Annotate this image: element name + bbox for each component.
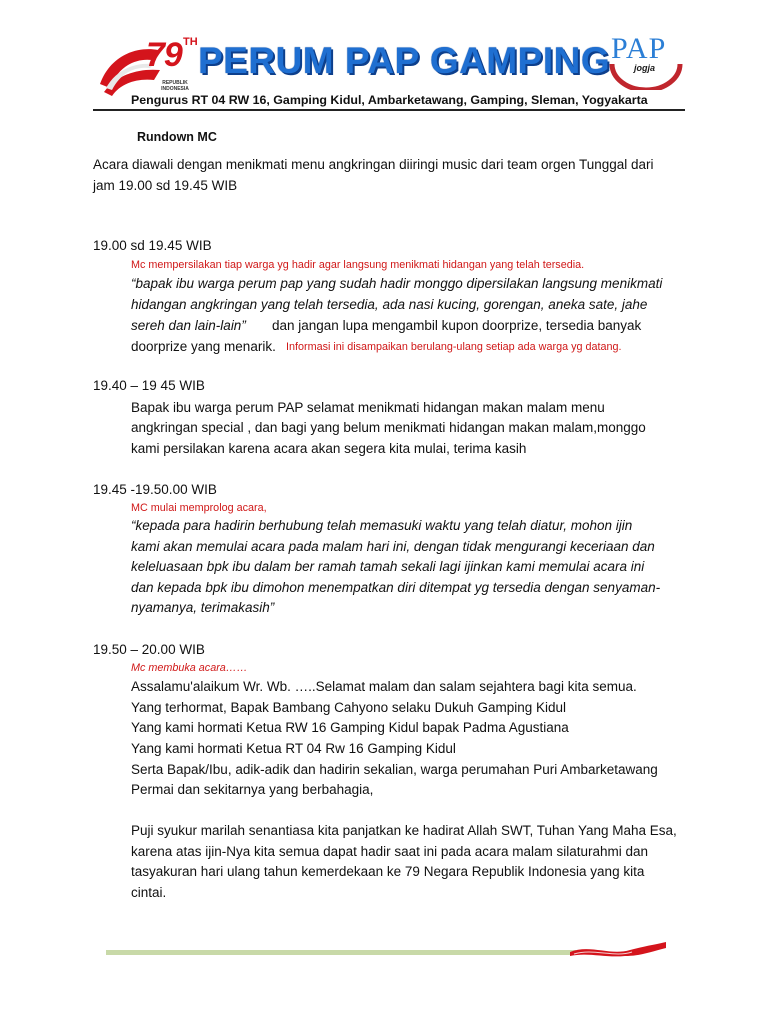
section-4-paragraph-line: tasyakuran hari ulang tahun kemerdekaan ke 79 Negara Republik Indonesia yang kita — [131, 864, 645, 879]
flag-wave-icon — [570, 942, 670, 958]
section-4-paragraph-line: cintai. — [131, 885, 167, 900]
section-2-line: kami persilakan karena acara akan segera kita mulai, terima kasih — [131, 441, 527, 456]
footer-bar — [106, 950, 576, 955]
section-1-quote-line: hidangan angkringan yang telah tersedia, ada nasi kucing, gorengan, aneka sate, jahe — [131, 297, 648, 312]
section-4-line: Yang terhormat, Bapak Bambang Cahyono selaku Dukuh Gamping Kidul — [131, 700, 567, 715]
section-3-line: “kepada para hadirin berhubung telah memasuki waktu yang telah diatur, mohon ijin — [131, 518, 633, 533]
section-4-time: 19.50 – 20.00 WIB — [93, 642, 205, 657]
section-4-paragraph-line: karena atas ijin-Nya kita semua dapat hadir saat ini pada acara malam silaturahmi dan — [131, 844, 649, 859]
section-3-line: dan kepada bpk ibu dimohon menempatkan diri ditempat yg tersedia dengan senyaman- — [131, 580, 661, 595]
section-1-quote-line: “bapak ibu warga perum pap yang sudah hadir monggo dipersilakan langsung menikmati — [131, 276, 663, 291]
doc-heading: Rundown MC — [137, 130, 217, 144]
pap-logo-text: PAP — [611, 32, 667, 65]
logo-caption: REPUBLIK INDONESIA — [161, 80, 189, 92]
header-divider — [93, 109, 685, 111]
section-4-line: Permai dan sekitarnya yang berbahagia, — [131, 782, 374, 797]
section-1-note-2: Informasi ini disampaikan berulang-ulang setiap ada warga yg datang. — [286, 341, 622, 353]
section-4-line: Yang kami hormati Ketua RW 16 Gamping Kidul bapak Padma Agustiana — [131, 720, 569, 735]
pap-logo-sub: jogja — [634, 63, 656, 73]
section-4-note: Mc membuka acara…… — [131, 662, 248, 674]
section-1-quote-line: sereh dan lain-lain” — [131, 318, 246, 333]
intro-line-2: jam 19.00 sd 19.45 WIB — [93, 178, 238, 193]
logo-number: 79 — [146, 36, 182, 74]
section-3-line: kami akan memulai acara pada malam hari ini, dengan tidak mengurangi keceriaan dan — [131, 539, 655, 554]
section-3-time: 19.45 -19.50.00 WIB — [93, 482, 217, 497]
section-2-line: Bapak ibu warga perum PAP selamat menikmati hidangan makan malam menu — [131, 400, 605, 415]
section-1-time: 19.00 sd 19.45 WIB — [93, 238, 212, 253]
hut-79-logo — [96, 36, 206, 96]
section-2-line: angkringan special , dan bagi yang belum menikmati hidangan makan malam,monggo — [131, 420, 646, 435]
section-4-line: Serta Bapak/Ibu, adik-adik dan hadirin sekalian, warga perumahan Puri Ambarketawang — [131, 762, 658, 777]
footer-decoration — [106, 946, 666, 960]
logo-suffix: TH — [183, 36, 198, 48]
section-1-text: dan jangan lupa mengambil kupon doorprize, tersedia banyak — [272, 318, 642, 333]
section-3-line: keleluasaan bpk ibu dalam ber ramah tamah sekali lagi ijinkan kami memulai acara ini — [131, 559, 645, 574]
section-3-note: MC mulai memprolog acara, — [131, 502, 267, 514]
section-2-time: 19.40 – 19 45 WIB — [93, 378, 205, 393]
section-1-text: doorprize yang menarik. — [131, 339, 276, 354]
section-4-line: Assalamu'alaikum Wr. Wb. …..Selamat malam dan salam sejahtera bagi kita semua. — [131, 679, 637, 694]
section-4-line: Yang kami hormati Ketua RT 04 Rw 16 Gamping Kidul — [131, 741, 456, 756]
section-1-note: Mc mempersilakan tiap warga yg hadir agar langsung menikmati hidangan yang telah tersedia. — [131, 259, 585, 271]
page-title: PERUM PAP GAMPING — [198, 40, 611, 81]
section-4-paragraph-line: Puji syukur marilah senantiasa kita panjatkan ke hadirat Allah SWT, Tuhan Yang Maha Esa, — [131, 823, 677, 838]
section-3-line: nyamanya, terimakasih” — [131, 600, 275, 615]
pap-logo — [608, 34, 684, 90]
intro-line-1: Acara diawali dengan menikmati menu angkringan diiringi music dari team orgen Tunggal dari — [93, 157, 654, 172]
letterhead-address: Pengurus RT 04 RW 16, Gamping Kidul, Ambarketawang, Gamping, Sleman, Yogyakarta — [131, 93, 648, 107]
